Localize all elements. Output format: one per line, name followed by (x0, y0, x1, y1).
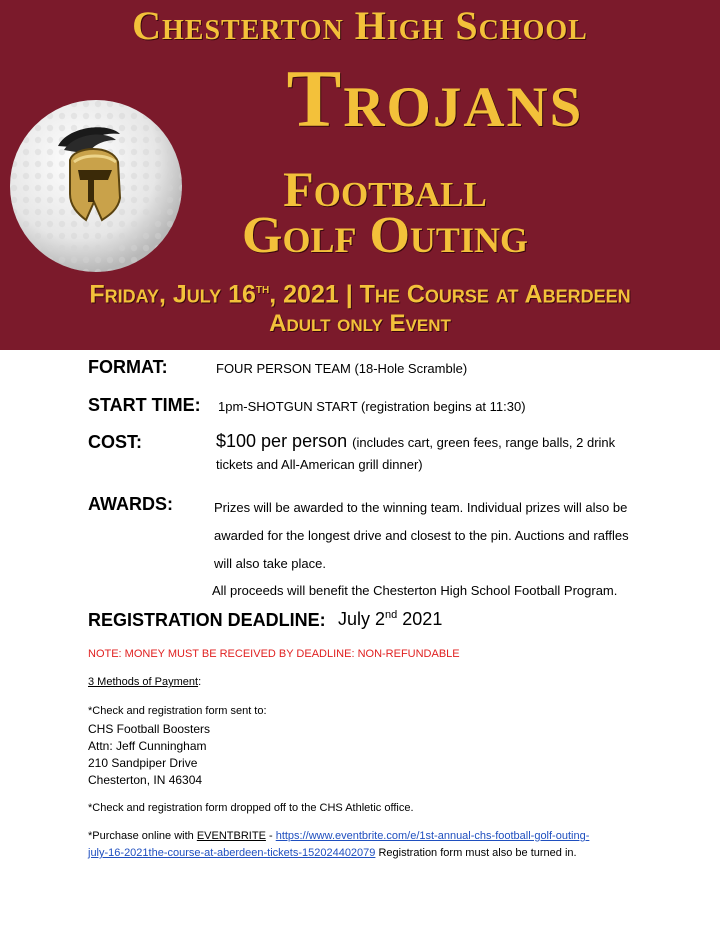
cost-detail: (includes cart, green fees, range balls, 2 drink (352, 435, 616, 450)
start-time-value: 1pm-SHOTGUN START (registration begins at 11:30) (218, 399, 526, 414)
school-name: Chesterton High School (132, 3, 588, 48)
awards-line1: Prizes will be awarded to the winning team. Individual prizes will also be (214, 500, 628, 515)
registration-deadline-label: REGISTRATION DEADLINE: (88, 610, 326, 630)
cost-detail-line2: tickets and All-American grill dinner) (216, 457, 423, 472)
non-refundable-note: NOTE: MONEY MUST BE RECEIVED BY DEADLINE: NON-REFUNDABLE (88, 648, 460, 660)
awards-line3: will also take place. (214, 556, 326, 571)
payment-method-mail: *Check and registration form sent to: (88, 705, 267, 717)
eventbrite-link[interactable]: https://www.eventbrite.com/e/1st-annual-chs-football-golf-outing- (275, 830, 590, 842)
payment-method-online-line2: july-16-2021the-course-at-aberdeen-tickets-152024402079 Registration form must also be turned in. (88, 847, 577, 859)
event-title-line2: Golf Outing (242, 207, 528, 264)
payment-methods-title: 3 Methods of Payment: (88, 676, 202, 688)
cost-label: COST: (88, 432, 142, 452)
format-label: FORMAT: (88, 357, 168, 377)
awards-line2: awarded for the longest drive and closest to the pin. Auctions and raffles (214, 528, 629, 543)
address-line: Attn: Jeff Cunningham (88, 739, 207, 753)
trojan-helmet-golf-ball-icon (8, 98, 184, 274)
address-line: Chesterton, IN 46304 (88, 773, 203, 787)
adult-only-note: Adult only Event (269, 310, 451, 337)
address-line: 210 Sandpiper Drive (88, 756, 198, 770)
eventbrite-link-cont[interactable]: july-16-2021the-course-at-aberdeen-tickets-152024402079 (88, 847, 376, 859)
team-name: Trojans (286, 53, 584, 144)
start-time-label: START TIME: (88, 395, 201, 415)
awards-label: AWARDS: (88, 494, 173, 514)
format-value: FOUR PERSON TEAM (18-Hole Scramble) (216, 361, 468, 376)
eventbrite-brand: EVENTBRITE (196, 830, 266, 842)
cost-price: $100 per person (216, 431, 348, 451)
cost-value (216, 431, 615, 452)
payment-method-dropoff: *Check and registration form dropped off to the CHS Athletic office. (88, 802, 414, 814)
payment-method-online: *Purchase online with EVENTBRITE - https://www.eventbrite.com/e/1st-annual-chs-football-golf-outing- (88, 830, 590, 842)
registration-deadline-date: July 2nd 2021 (338, 609, 443, 629)
address-line: CHS Football Boosters (88, 722, 211, 736)
event-title-line1: Football (283, 161, 487, 217)
proceeds-note: All proceeds will benefit the Chesterton High School Football Program. (212, 583, 618, 598)
event-date-venue: Friday, July 16th, 2021 | The Course at Aberdeen (89, 280, 631, 309)
